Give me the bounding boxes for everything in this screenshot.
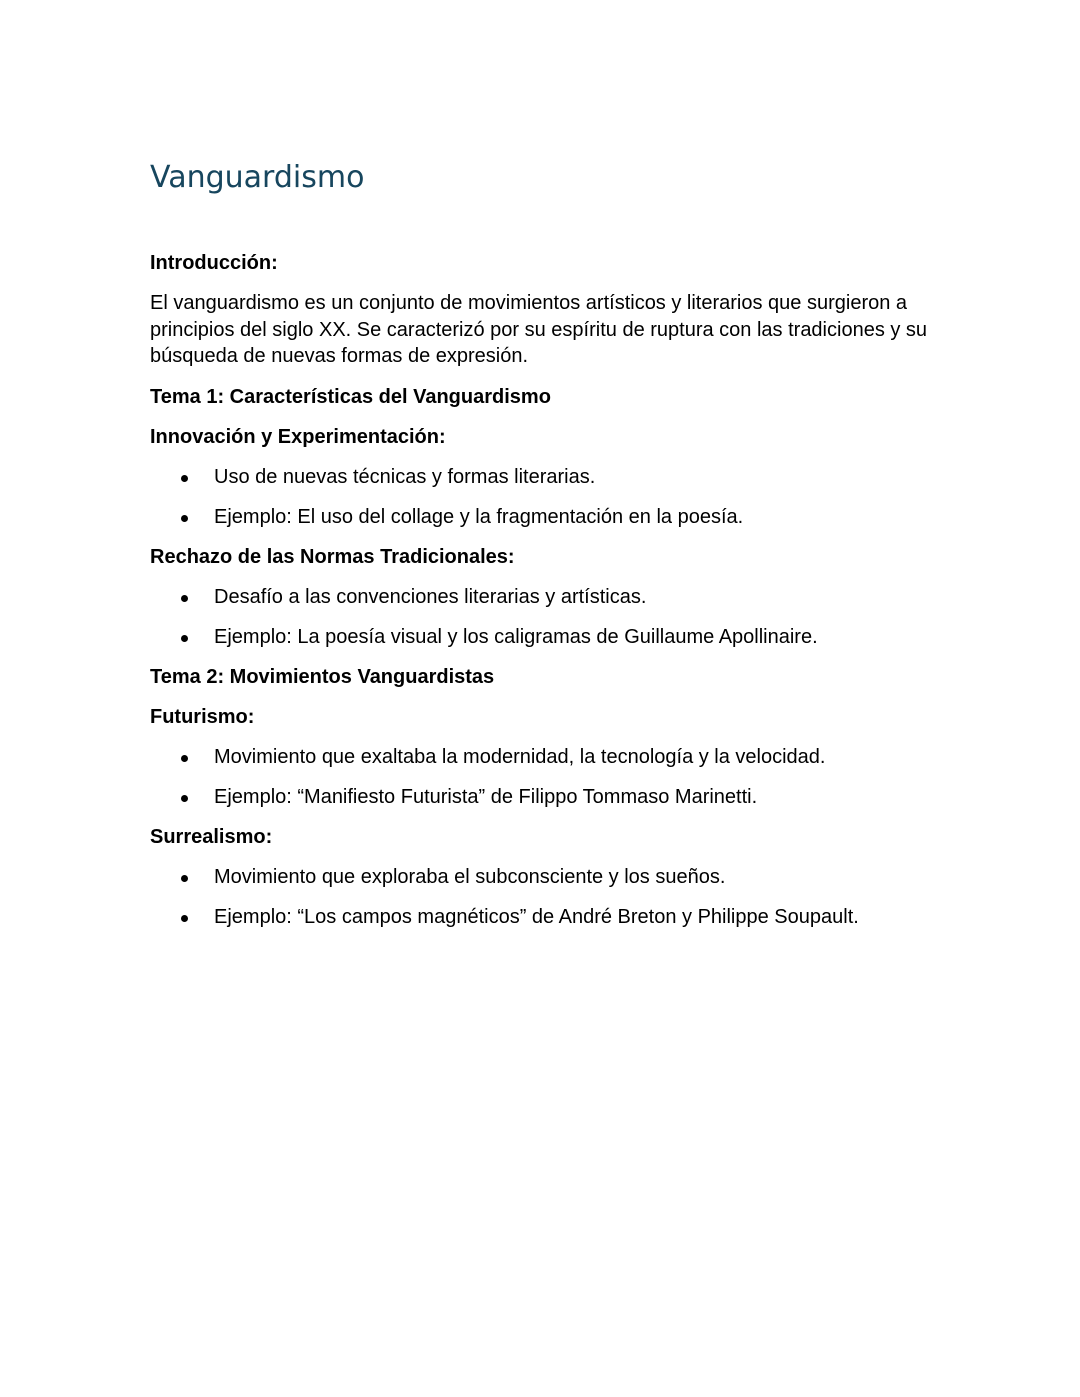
bullet-icon — [181, 595, 188, 602]
bullet-icon — [181, 515, 188, 522]
section-futurism-list — [150, 744, 930, 810]
bullet-icon — [181, 755, 188, 762]
list-item-text: Ejemplo: “Manifiesto Futurista” de Filippo Tommaso Marinetti. — [214, 785, 758, 808]
document-page — [150, 158, 930, 944]
list-item — [150, 784, 930, 810]
bullet-icon — [181, 875, 188, 882]
section-innovation-list — [150, 464, 930, 530]
list-item — [150, 624, 930, 650]
bullet-icon — [181, 475, 188, 482]
list-item — [150, 864, 930, 890]
list-item-text: Uso de nuevas técnicas y formas literarias. — [214, 465, 596, 488]
section-innovation-heading: Innovación y Experimentación: — [150, 425, 446, 448]
list-item-text: Ejemplo: “Los campos magnéticos” de André Breton y Philippe Soupault. — [214, 905, 859, 928]
section-surrealism-heading: Surrealismo: — [150, 825, 273, 848]
topic-2-heading: Tema 2: Movimientos Vanguardistas — [150, 665, 495, 688]
bullet-icon — [181, 795, 188, 802]
intro-paragraph: El vanguardismo es un conjunto de movimientos artísticos y literarios que surgieron a principios del siglo XX. Se caracterizó por su espíritu de ruptura con las tradiciones y su búsqueda de nuevas formas de expresión. — [150, 292, 928, 367]
list-item — [150, 904, 930, 930]
list-item-text: Desafío a las convenciones literarias y artísticas. — [214, 585, 647, 608]
bullet-icon — [181, 635, 188, 642]
document-title: Vanguardismo — [150, 160, 365, 195]
list-item — [150, 464, 930, 490]
list-item-text: Ejemplo: La poesía visual y los caligramas de Guillaume Apollinaire. — [214, 625, 818, 648]
list-item-text: Movimiento que exploraba el subconsciente y los sueños. — [214, 865, 726, 888]
section-futurism-heading: Futurismo: — [150, 705, 255, 728]
list-item — [150, 504, 930, 530]
bullet-icon — [181, 915, 188, 922]
topic-1-heading: Tema 1: Características del Vanguardismo — [150, 385, 551, 408]
section-rejection-heading: Rechazo de las Normas Tradicionales: — [150, 545, 515, 568]
list-item — [150, 744, 930, 770]
list-item-text: Ejemplo: El uso del collage y la fragmentación en la poesía. — [214, 505, 744, 528]
section-rejection-list — [150, 584, 930, 650]
section-surrealism-list — [150, 864, 930, 930]
intro-heading: Introducción: — [150, 252, 278, 274]
list-item-text: Movimiento que exaltaba la modernidad, la tecnología y la velocidad. — [214, 745, 826, 768]
list-item — [150, 584, 930, 610]
